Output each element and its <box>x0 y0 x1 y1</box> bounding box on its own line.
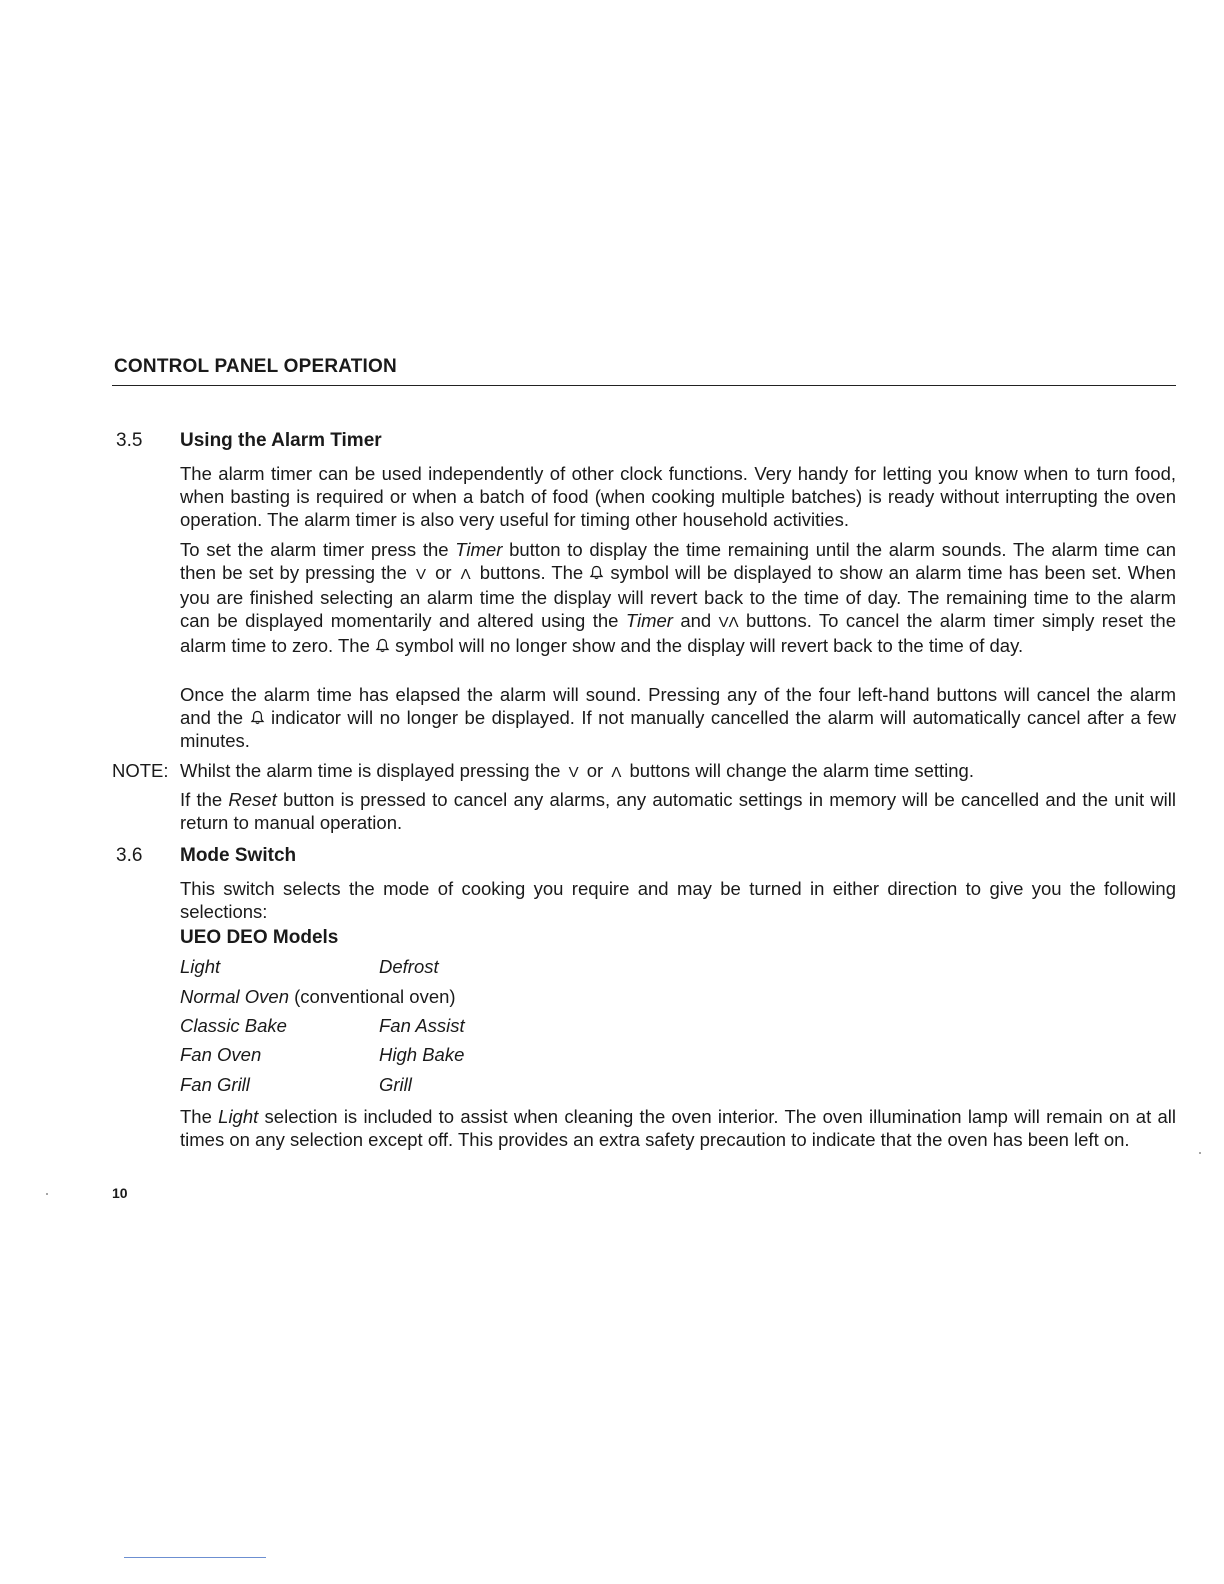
timer-button-ref: Timer <box>625 610 673 631</box>
mode-name: Fan Grill <box>180 1074 250 1095</box>
mode-name: Fan Assist <box>379 1015 465 1036</box>
mode-name: Classic Bake <box>180 1015 287 1036</box>
scan-speck <box>1199 1152 1201 1154</box>
mode-row <box>180 1014 780 1037</box>
mode-name: Light <box>180 956 221 977</box>
paragraph-set-alarm: To set the alarm timer press the Timer button to display the time remaining until the alarm sounds. The alarm time can then be set by pressing the V or Λ buttons. The symbol will be displayed to show an alarm time has been set. When you are finished selecting an alarm time the display will revert back to the time of day. The remaining time to the alarm can be displayed momentarily and altered using the Timer and VΛ buttons. To cancel the alarm timer simply reset the alarm time to zero. The symbol will no longer show and the display will revert back to the time of day. <box>180 539 1177 656</box>
section-number: 3.6 <box>116 845 143 866</box>
mode-row <box>180 1073 780 1096</box>
up-arrow-glyph: Λ <box>611 764 622 781</box>
mode-name: Fan Oven <box>180 1044 262 1065</box>
mode-row <box>180 985 780 1008</box>
section-number: 3.5 <box>116 430 143 451</box>
models-heading: UEO DEO Models <box>180 927 339 948</box>
paragraph-light-selection: The Light selection is included to assist when cleaning the oven interior. The oven illumination lamp will remain on at all times on any selection except off. This provides an extra safety precaution to indicate that the oven has been left on. <box>180 1106 1176 1150</box>
bell-icon <box>375 638 390 653</box>
mode-name: High Bake <box>379 1044 465 1065</box>
scan-speck <box>46 1193 48 1195</box>
up-arrow-glyph: Λ <box>460 566 471 583</box>
paragraph-alarm-elapsed: Once the alarm time has elapsed the alarm will sound. Pressing any of the four left-hand buttons will cancel the alarm and the indicator will no longer be displayed. If not manually cancelled the alarm will automatically cancel after a few minutes. <box>180 684 1176 751</box>
mode-name: Grill <box>379 1074 412 1095</box>
page-header: CONTROL PANEL OPERATION <box>114 356 397 377</box>
timer-button-ref: Timer <box>455 539 503 560</box>
note-label: NOTE: <box>112 760 169 781</box>
note-text: Whilst the alarm time is displayed pressing the V or Λ buttons will change the alarm time setting. <box>180 759 1176 784</box>
mode-row <box>180 1043 780 1066</box>
bell-icon <box>250 710 265 725</box>
mode-name: Normal Oven <box>180 986 289 1007</box>
page-number: 10 <box>112 1185 128 1201</box>
paragraph-mode-switch: This switch selects the mode of cooking you require and may be turned in either direction to give you the following selections: <box>180 878 1176 922</box>
bell-icon <box>589 565 604 580</box>
mode-note: (conventional oven) <box>294 986 456 1007</box>
reset-button-ref: Reset <box>228 789 277 810</box>
up-down-arrows-glyph: VΛ <box>718 614 739 631</box>
bottom-rule <box>124 1557 266 1558</box>
mode-name: Defrost <box>379 956 439 977</box>
section-title: Using the Alarm Timer <box>180 430 382 451</box>
header-divider <box>112 385 1176 386</box>
light-mode-ref: Light <box>218 1106 259 1127</box>
mode-row <box>180 955 780 978</box>
down-arrow-glyph: V <box>568 764 579 781</box>
section-title: Mode Switch <box>180 845 297 866</box>
down-arrow-glyph: V <box>415 566 426 583</box>
paragraph-intro: The alarm timer can be used independently of other clock functions. Very handy for letting you know when to turn food, when basting is required or when a batch of food (when cooking multiple batches) is ready without interrupting the oven operation. The alarm timer is also very useful for timing other household activities. <box>180 463 1176 530</box>
paragraph-reset: If the Reset button is pressed to cancel any alarms, any automatic settings in memory will be cancelled and the unit will return to manual operation. <box>180 789 1177 833</box>
